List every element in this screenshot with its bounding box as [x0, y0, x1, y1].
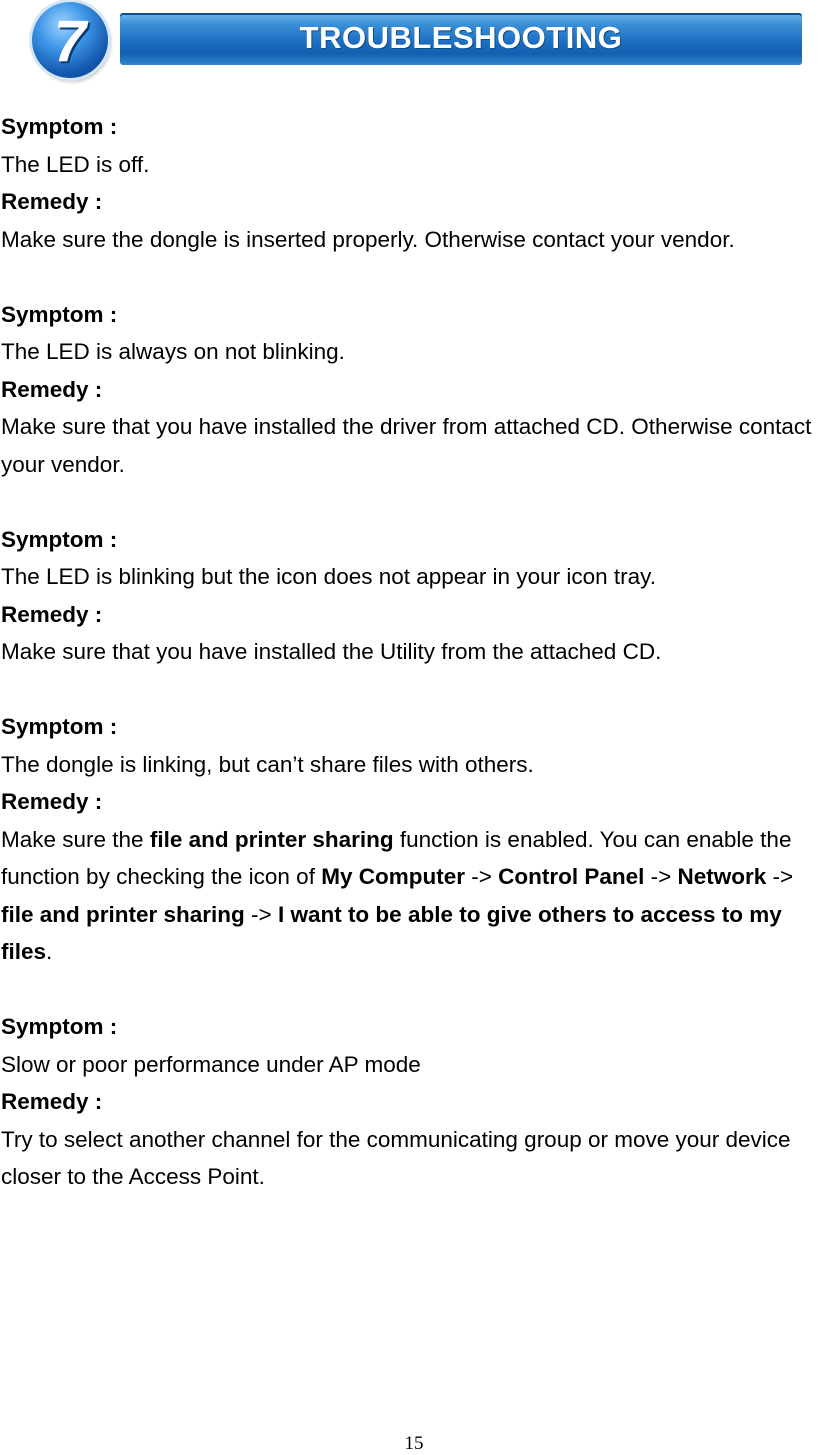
chapter-number-badge	[32, 2, 108, 78]
remedy-text: Make sure that you have installed the driver from attached CD. Otherwise contact your vendor.	[1, 414, 812, 477]
remedy-text-part: ->	[244, 901, 278, 927]
chapter-title: TROUBLESHOOTING	[299, 20, 623, 55]
remedy-text-part: Make sure the	[1, 826, 150, 852]
remedy-text-part: ->	[464, 864, 499, 889]
troubleshooting-item	[1, 708, 828, 971]
remedy-emphasis: My Computer	[321, 864, 465, 889]
remedy-text-part: .	[46, 939, 53, 964]
remedy-emphasis: file and printer sharing	[149, 826, 394, 852]
troubleshooting-item	[1, 108, 828, 258]
remedy-label: Remedy :	[1, 189, 103, 214]
symptom-text: Slow or poor performance under AP mode	[1, 1051, 421, 1077]
symptom-label: Symptom :	[1, 301, 118, 327]
page-number: 15	[404, 1433, 424, 1454]
remedy-text: Make sure that you have installed the Utility from the attached CD.	[1, 639, 662, 664]
chapter-header	[30, 0, 802, 82]
symptom-text: The LED is off.	[1, 151, 150, 177]
remedy-text-part: function is enabled. You can enable the function by checking the icon of	[1, 826, 792, 889]
symptom-text: The LED is blinking but the icon does not appear in your icon tray.	[1, 564, 656, 589]
remedy-text: Try to select another channel for the communicating group or move your device closer to the Access Point.	[1, 1126, 791, 1189]
symptom-label: Symptom :	[1, 714, 118, 739]
remedy-label: Remedy :	[1, 601, 103, 627]
remedy-emphasis: file and printer sharing	[1, 901, 245, 927]
symptom-text: The dongle is linking, but can’t share files with others.	[1, 751, 534, 777]
remedy-label: Remedy :	[1, 376, 103, 402]
remedy-emphasis: Control Panel	[498, 864, 645, 889]
troubleshooting-item	[1, 521, 828, 671]
chapter-number: 7	[53, 9, 87, 74]
symptom-text: The LED is always on not blinking.	[1, 339, 345, 364]
symptom-label: Symptom :	[1, 526, 118, 552]
remedy-emphasis: I want to be able to give others to access to my files	[1, 901, 782, 964]
symptom-label: Symptom :	[1, 1014, 118, 1039]
remedy-text-part: ->	[766, 864, 794, 889]
troubleshooting-item	[1, 1008, 828, 1196]
remedy-label: Remedy :	[1, 789, 103, 814]
remedy-label: Remedy :	[1, 1089, 103, 1114]
remedy-text: Make sure the dongle is inserted properly. Otherwise contact your vendor.	[1, 226, 735, 252]
chapter-title-banner	[120, 13, 802, 65]
remedy-emphasis: Network	[677, 864, 767, 889]
troubleshooting-item	[1, 296, 828, 484]
troubleshooting-content	[1, 108, 828, 1233]
symptom-label: Symptom :	[1, 114, 118, 139]
remedy-text-part: ->	[644, 864, 678, 889]
remedy-text	[1, 821, 828, 971]
